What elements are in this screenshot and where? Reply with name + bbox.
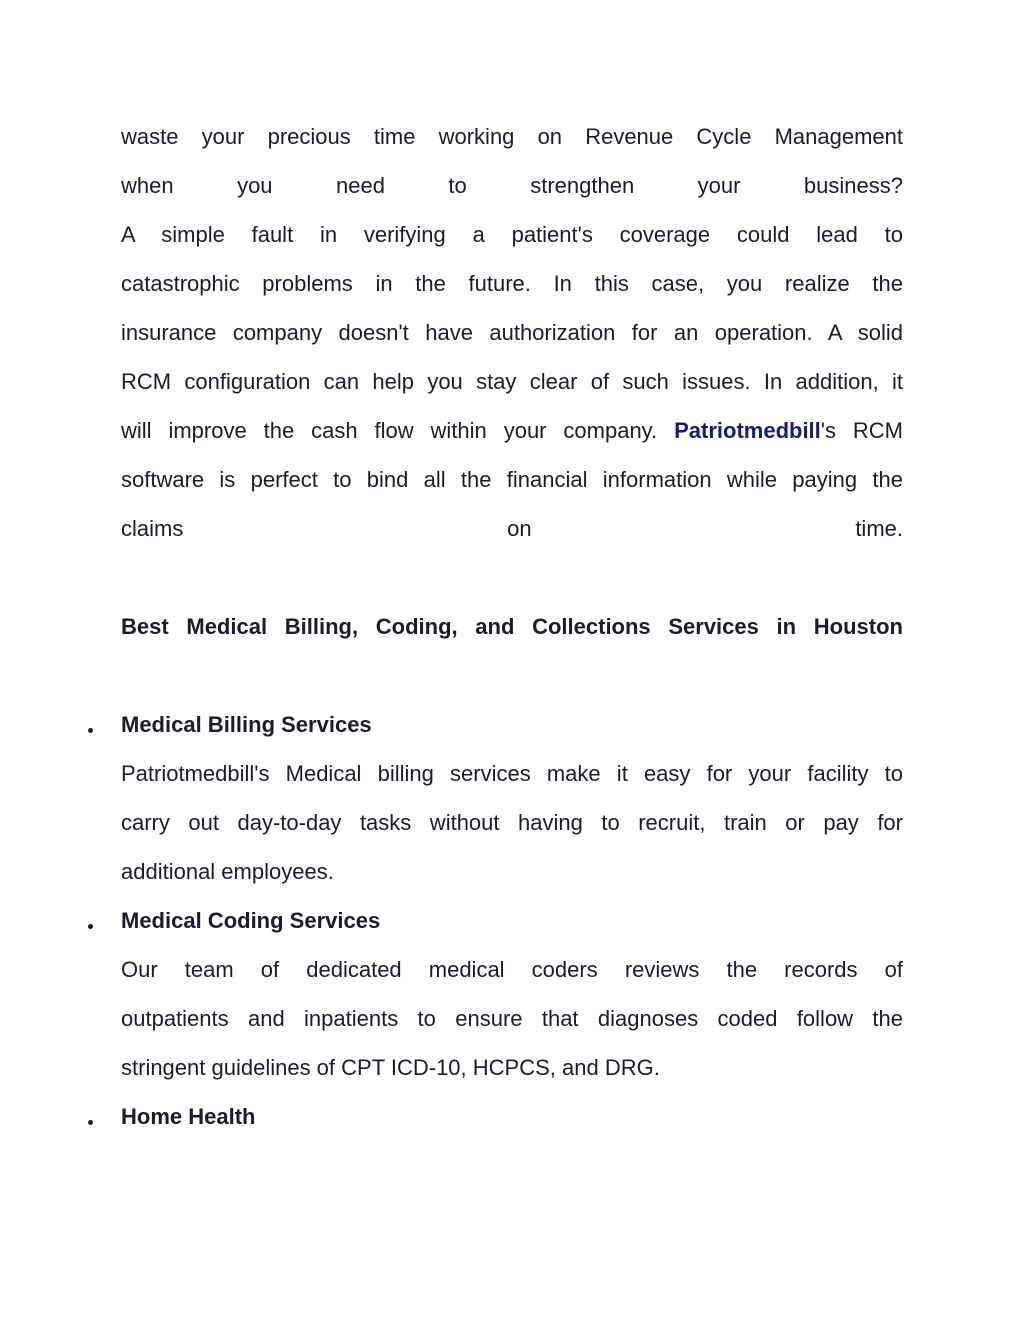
service-title-coding: Medical Coding Services xyxy=(121,908,381,933)
patriotmedbill-link[interactable]: Patriotmedbill xyxy=(674,418,821,443)
bullet-icon xyxy=(88,728,96,736)
service-title-billing: Medical Billing Services xyxy=(121,712,372,737)
intro-line-1: waste your precious time working on Revenue Cycle Management xyxy=(121,124,903,149)
service-billing-line-1: Patriotmedbill's Medical billing services make it easy for your facility to xyxy=(121,761,903,786)
intro-line-2: when you need to strengthen your business? xyxy=(121,173,903,198)
intro-line-7-text: will improve the cash flow within your company. xyxy=(121,418,675,443)
service-coding-line-1: Our team of dedicated medical coders reviews the records of xyxy=(121,957,903,982)
service-title-home-health: Home Health xyxy=(121,1104,256,1129)
intro-line-8: software is perfect to bind all the financial information while paying the xyxy=(121,467,903,492)
section-heading: Best Medical Billing, Coding, and Collections Services in Houston xyxy=(121,614,903,639)
bullet-icon xyxy=(88,924,96,932)
intro-line-3: A simple fault in verifying a patient's coverage could lead to xyxy=(121,222,903,247)
service-coding-line-3: stringent guidelines of CPT ICD-10, HCPCS, and DRG. xyxy=(121,1055,660,1080)
intro-line-6: RCM configuration can help you stay clear of such issues. In addition, it xyxy=(121,369,903,394)
service-billing-line-3: additional employees. xyxy=(121,859,334,884)
intro-line-7-tail: 's RCM xyxy=(820,418,903,443)
intro-line-4: catastrophic problems in the future. In this case, you realize the xyxy=(121,271,903,296)
intro-line-7 xyxy=(121,416,903,446)
bullet-icon xyxy=(88,1120,96,1128)
service-coding-line-2: outpatients and inpatients to ensure that diagnoses coded follow the xyxy=(121,1006,903,1031)
intro-line-5: insurance company doesn't have authorization for an operation. A solid xyxy=(121,320,903,345)
intro-line-9: claims on time. xyxy=(121,516,903,541)
service-billing-line-2: carry out day-to-day tasks without having to recruit, train or pay for xyxy=(121,810,903,835)
